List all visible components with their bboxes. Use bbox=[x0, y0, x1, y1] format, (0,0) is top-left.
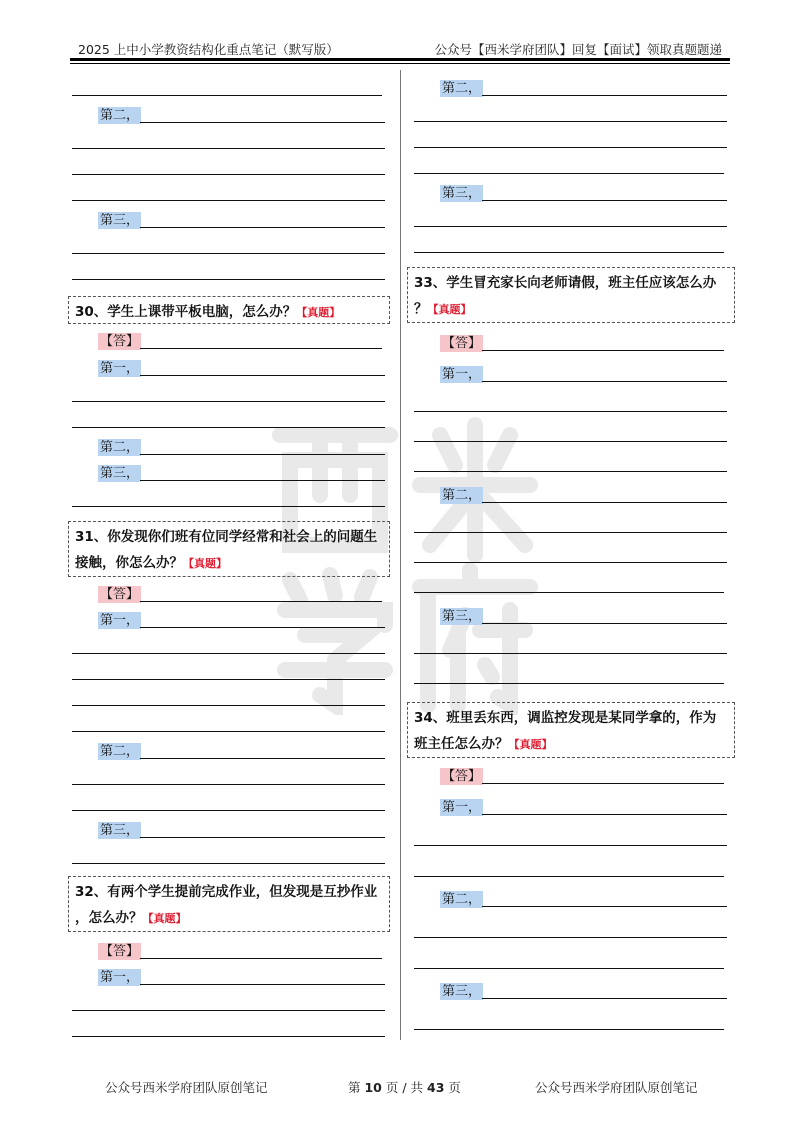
answer-line bbox=[414, 532, 727, 533]
question-text: 33、学生冒充家长向老师请假，班主任应该怎么办 bbox=[414, 275, 717, 291]
page-suffix: 页 bbox=[444, 1080, 461, 1095]
question-text: 班主任怎么办？ bbox=[414, 736, 509, 752]
point-label-second: 第二， bbox=[442, 488, 482, 503]
header-rule-thin bbox=[70, 63, 730, 64]
answer-line bbox=[414, 226, 727, 227]
answer-line bbox=[72, 148, 385, 149]
question-box-30 bbox=[68, 296, 390, 324]
answer-line bbox=[72, 506, 385, 507]
answer-line bbox=[414, 252, 724, 253]
answer-label: 【答】 bbox=[442, 336, 482, 351]
question-text: 接触，你怎么办？ bbox=[75, 555, 183, 571]
footer-right-credit: 公众号西米学府团队原创笔记 bbox=[535, 1080, 698, 1095]
question-text: 31、你发现你们班有位同学经常和社会上的问题生 bbox=[75, 529, 378, 545]
point-label-first: 第一， bbox=[100, 361, 140, 376]
answer-line bbox=[72, 1010, 385, 1011]
point-label-second: 第二， bbox=[100, 744, 140, 759]
answer-line bbox=[72, 653, 385, 654]
answer-line bbox=[140, 348, 382, 349]
answer-line bbox=[140, 837, 385, 838]
point-label-second: 第二， bbox=[100, 108, 140, 123]
answer-line bbox=[140, 122, 385, 123]
answer-line bbox=[482, 906, 727, 907]
question-text: 32、有两个学生提前完成作业，但发现是互抄作业 bbox=[75, 884, 378, 900]
answer-line bbox=[482, 200, 727, 201]
answer-line bbox=[414, 121, 727, 122]
point-label-third: 第三， bbox=[442, 984, 482, 999]
answer-label: 【答】 bbox=[442, 769, 482, 784]
answer-line bbox=[414, 441, 727, 442]
answer-line bbox=[72, 1036, 385, 1037]
page-middle: 页 / 共 bbox=[381, 1080, 427, 1095]
point-label-third: 第三， bbox=[100, 823, 140, 838]
answer-line bbox=[414, 845, 727, 846]
answer-line bbox=[72, 427, 385, 428]
answer-line bbox=[414, 147, 727, 148]
point-label-first: 第一， bbox=[100, 613, 140, 628]
question-text: 34、班里丢东西，调监控发现是某同学拿的，作为 bbox=[414, 710, 717, 726]
footer-left-credit: 公众号西米学府团队原创笔记 bbox=[105, 1080, 268, 1095]
answer-line bbox=[482, 998, 727, 999]
point-label-third: 第三， bbox=[100, 466, 140, 481]
header-rule-thick bbox=[70, 58, 730, 61]
answer-line bbox=[140, 958, 382, 959]
answer-line bbox=[72, 784, 385, 785]
answer-line bbox=[140, 984, 385, 985]
answer-line bbox=[140, 758, 385, 759]
answer-line bbox=[72, 174, 385, 175]
page-total: 43 bbox=[427, 1080, 445, 1095]
answer-line bbox=[414, 592, 724, 593]
answer-line bbox=[140, 375, 385, 376]
point-label-first: 第一， bbox=[442, 367, 482, 382]
answer-line bbox=[482, 502, 727, 503]
answer-line bbox=[414, 876, 724, 877]
question-text: 30、学生上课带平板电脑，怎么办？ bbox=[75, 304, 297, 320]
real-exam-tag: 【真题】 bbox=[508, 738, 553, 751]
point-label-second: 第二， bbox=[442, 892, 482, 907]
header-title: 2025 上中小学教资结构化重点笔记（默写版） bbox=[78, 42, 339, 57]
answer-line bbox=[72, 401, 385, 402]
point-label-second: 第二， bbox=[100, 440, 140, 455]
point-label-second: 第二， bbox=[442, 81, 482, 96]
question-box-32 bbox=[68, 876, 390, 932]
answer-label: 【答】 bbox=[100, 334, 140, 349]
answer-line bbox=[72, 731, 385, 732]
answer-line bbox=[414, 683, 724, 684]
answer-line bbox=[482, 783, 724, 784]
answer-line bbox=[482, 350, 724, 351]
question-box-33 bbox=[407, 267, 735, 323]
answer-line bbox=[414, 411, 727, 412]
answer-line bbox=[72, 679, 385, 680]
question-box-34 bbox=[407, 702, 735, 758]
column-divider bbox=[400, 70, 401, 1040]
answer-line bbox=[72, 95, 382, 96]
point-label-third: 第三， bbox=[442, 609, 482, 624]
answer-line bbox=[140, 454, 385, 455]
answer-line bbox=[140, 601, 382, 602]
answer-line bbox=[140, 227, 385, 228]
answer-line bbox=[414, 937, 727, 938]
page-current: 10 bbox=[364, 1080, 382, 1095]
answer-line bbox=[482, 623, 727, 624]
header-promo: 公众号【西米学府团队】回复【面试】领取真题题递 bbox=[434, 42, 722, 57]
answer-line bbox=[482, 95, 727, 96]
real-exam-tag: 【真题】 bbox=[142, 912, 187, 925]
question-box-31 bbox=[68, 521, 390, 577]
answer-line bbox=[72, 705, 385, 706]
answer-label: 【答】 bbox=[100, 944, 140, 959]
point-label-third: 第三， bbox=[442, 186, 482, 201]
answer-line bbox=[72, 200, 385, 201]
answer-line bbox=[140, 480, 385, 481]
answer-line bbox=[72, 253, 385, 254]
answer-line bbox=[414, 471, 727, 472]
page-prefix: 第 bbox=[348, 1080, 365, 1095]
answer-line bbox=[414, 1029, 724, 1030]
answer-line bbox=[414, 562, 727, 563]
answer-line bbox=[72, 810, 385, 811]
point-label-third: 第三， bbox=[100, 213, 140, 228]
answer-line bbox=[414, 653, 727, 654]
point-label-first: 第一， bbox=[442, 800, 482, 815]
point-label-first: 第一， bbox=[100, 970, 140, 985]
real-exam-tag: 【真题】 bbox=[296, 306, 341, 319]
page-number bbox=[348, 1078, 461, 1096]
real-exam-tag: 【真题】 bbox=[183, 557, 227, 570]
answer-line bbox=[72, 863, 385, 864]
answer-line bbox=[140, 627, 385, 628]
answer-line bbox=[414, 173, 724, 174]
answer-label: 【答】 bbox=[100, 587, 140, 602]
answer-line bbox=[482, 814, 727, 815]
question-text: ？ bbox=[414, 301, 428, 317]
answer-line bbox=[414, 968, 724, 969]
answer-line bbox=[72, 279, 385, 280]
answer-line bbox=[482, 381, 727, 382]
question-text: ，怎么办？ bbox=[75, 910, 143, 926]
real-exam-tag: 【真题】 bbox=[427, 303, 472, 316]
